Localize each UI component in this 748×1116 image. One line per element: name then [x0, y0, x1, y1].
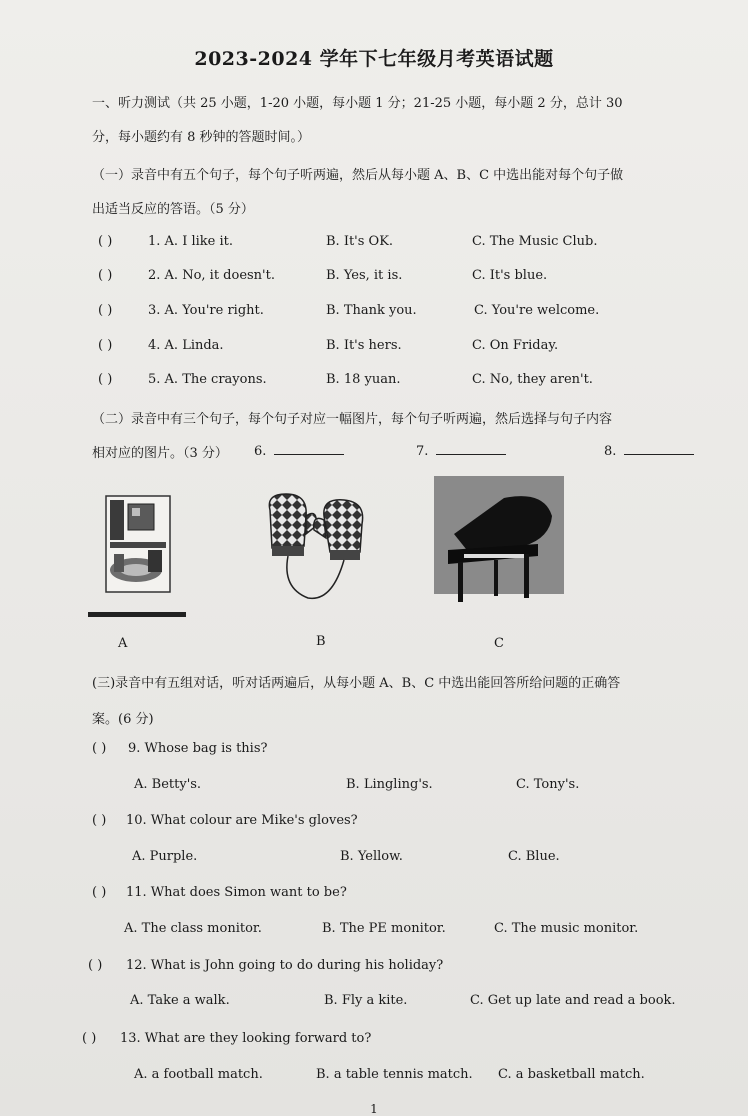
- section1-instruction-line2: 分，每小题约有 8 秒钟的答题时间。）: [92, 130, 311, 145]
- option-c: C. Blue.: [508, 849, 560, 864]
- answer-paren[interactable]: ( ): [98, 268, 113, 283]
- option-c: C. Tony's.: [516, 777, 580, 792]
- part3-instruction-line1: (三)录音中有五组对话，听对话两遍后，从每小题 A、B、C 中选出能回答所给问题的正确答: [92, 676, 621, 691]
- answer-blank-8[interactable]: [604, 442, 694, 459]
- option-c: C. On Friday.: [472, 338, 559, 353]
- picture-label-a: A: [118, 636, 128, 651]
- part2-instruction-line2: 相对应的图片。（3 分）: [92, 446, 228, 461]
- mittens-picture: [252, 490, 378, 610]
- question-text: 11. What does Simon want to be?: [126, 885, 347, 900]
- part1-instruction-line1: （一）录音中有五个句子，每个句子听两遍，然后从每小题 A、B、C 中选出能对每个句子做: [92, 168, 624, 183]
- part1-instruction-line2: 出适当反应的答语。（5 分）: [92, 202, 254, 217]
- option-c: C. It's blue.: [472, 268, 548, 283]
- answer-paren[interactable]: ( ): [92, 813, 107, 828]
- question-text: 12. What is John going to do during his holiday?: [126, 958, 444, 973]
- part2-instruction-line1: （二）录音中有三个句子，每个句子对应一幅图片，每个句子听两遍，然后选择与句子内容: [92, 412, 613, 427]
- blank-number: 6.: [254, 444, 267, 459]
- option-a: A. Take a walk.: [130, 993, 230, 1008]
- option-b: B. The PE monitor.: [322, 921, 446, 936]
- answer-paren[interactable]: ( ): [98, 234, 113, 249]
- option-c: C. The Music Club.: [472, 234, 598, 249]
- option-b: B. It's OK.: [326, 234, 394, 249]
- option-b: B. Yes, it is.: [326, 268, 403, 283]
- page-title: 2023-2024 学年下七年级月考英语试题: [194, 48, 554, 70]
- blank-number: 7.: [416, 444, 429, 459]
- option-c: C. The music monitor.: [494, 921, 639, 936]
- blank-number: 8.: [604, 444, 617, 459]
- option-b: B. It's hers.: [326, 338, 402, 353]
- option-b: B. Thank you.: [326, 303, 417, 318]
- answer-paren[interactable]: ( ): [98, 372, 113, 387]
- option-a: 4. A. Linda.: [148, 338, 224, 353]
- option-c: C. a basketball match.: [498, 1067, 645, 1082]
- option-c: C. No, they aren't.: [472, 372, 593, 387]
- option-c: C. You're welcome.: [474, 303, 600, 318]
- option-a: 5. A. The crayons.: [148, 372, 267, 387]
- answer-paren[interactable]: ( ): [82, 1031, 97, 1046]
- option-a: 1. A. I like it.: [148, 234, 233, 249]
- piano-picture: [434, 476, 564, 616]
- option-c: C. Get up late and read a book.: [470, 993, 676, 1008]
- room-picture: [88, 494, 186, 622]
- option-a: 3. A. You're right.: [148, 303, 264, 318]
- option-b: B. a table tennis match.: [316, 1067, 473, 1082]
- part3-instruction-line2: 案。(6 分): [92, 712, 154, 727]
- picture-label-b: B: [316, 634, 326, 649]
- question-text: 9. Whose bag is this?: [128, 741, 268, 756]
- answer-blank-6[interactable]: [254, 442, 344, 459]
- option-b: B. 18 yuan.: [326, 372, 401, 387]
- option-b: B. Yellow.: [340, 849, 403, 864]
- question-text: 10. What colour are Mike's gloves?: [126, 813, 358, 828]
- option-a: 2. A. No, it doesn't.: [148, 268, 275, 283]
- page-number: 1: [370, 1102, 378, 1116]
- question-text: 13. What are they looking forward to?: [120, 1031, 372, 1046]
- answer-paren[interactable]: ( ): [98, 338, 113, 353]
- option-b: B. Fly a kite.: [324, 993, 408, 1008]
- section1-instruction-line1: 一、听力测试（共 25 小题，1-20 小题，每小题 1 分；21-25 小题，每小题 2 分，总计 30: [92, 96, 623, 111]
- answer-blank-7[interactable]: [416, 442, 506, 459]
- answer-paren[interactable]: ( ): [98, 303, 113, 318]
- option-b: B. Lingling's.: [346, 777, 433, 792]
- answer-paren[interactable]: ( ): [92, 885, 107, 900]
- answer-paren[interactable]: ( ): [88, 958, 103, 973]
- picture-label-c: C: [494, 636, 504, 651]
- option-a: A. a football match.: [134, 1067, 263, 1082]
- option-a: A. Purple.: [132, 849, 198, 864]
- option-a: A. The class monitor.: [124, 921, 262, 936]
- option-a: A. Betty's.: [134, 777, 202, 792]
- answer-paren[interactable]: ( ): [92, 741, 107, 756]
